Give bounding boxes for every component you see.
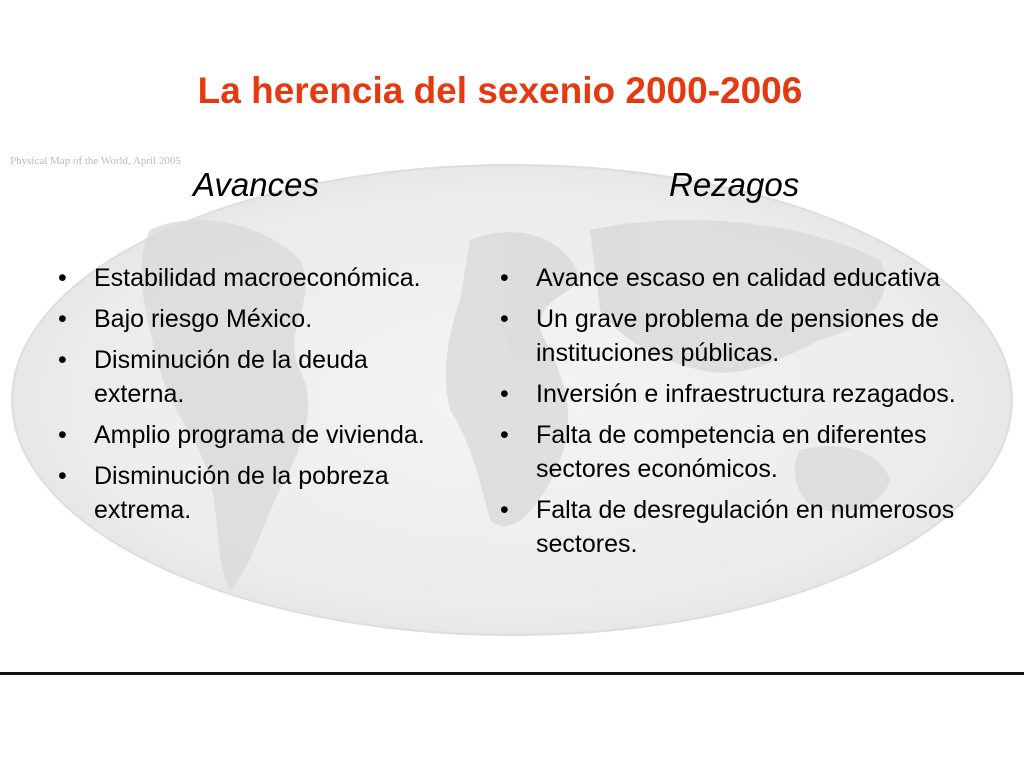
rezagos-list [500, 261, 980, 568]
list-item [58, 261, 438, 295]
slide-title: La herencia del sexenio 2000-2006 [197, 70, 803, 111]
list-item-text: Avance escaso en calidad educativa [536, 264, 940, 292]
bullet-icon: • [58, 421, 67, 449]
bullet-icon: • [58, 346, 67, 374]
list-item-text: Disminución de la pobreza extrema. [94, 462, 389, 524]
rezagos-heading: Rezagos [669, 166, 800, 203]
list-item [58, 459, 438, 527]
bullet-icon: • [58, 305, 67, 333]
footer-divider [0, 672, 1024, 675]
list-item [500, 377, 980, 411]
list-item-text: Falta de desregulación en numerosos sectores. [536, 496, 955, 558]
list-item-text: Amplio programa de vivienda. [94, 421, 425, 449]
list-item-text: Falta de competencia en diferentes sectores económicos. [536, 421, 927, 483]
list-item [58, 302, 438, 336]
list-item [500, 418, 980, 486]
list-item [500, 493, 980, 561]
bullet-icon: • [500, 380, 509, 408]
list-item [500, 261, 980, 295]
bullet-icon: • [58, 462, 67, 490]
list-item-text: Un grave problema de pensiones de instituciones públicas. [536, 305, 940, 367]
bullet-icon: • [500, 421, 509, 449]
list-item [500, 302, 980, 370]
map-caption: Physical Map of the World, April 2005 [10, 155, 181, 167]
bullet-icon: • [500, 305, 509, 333]
avances-heading: Avances [193, 166, 319, 203]
list-item-text: Inversión e infraestructura rezagados. [536, 380, 956, 408]
list-item [58, 343, 438, 411]
bullet-icon: • [500, 496, 509, 524]
avances-list [58, 261, 438, 534]
bullet-icon: • [500, 264, 509, 292]
list-item [58, 418, 438, 452]
list-item-text: Bajo riesgo México. [94, 305, 313, 333]
list-item-text: Estabilidad macroeconómica. [94, 264, 421, 292]
bullet-icon: • [58, 264, 67, 292]
list-item-text: Disminución de la deuda externa. [94, 346, 368, 408]
